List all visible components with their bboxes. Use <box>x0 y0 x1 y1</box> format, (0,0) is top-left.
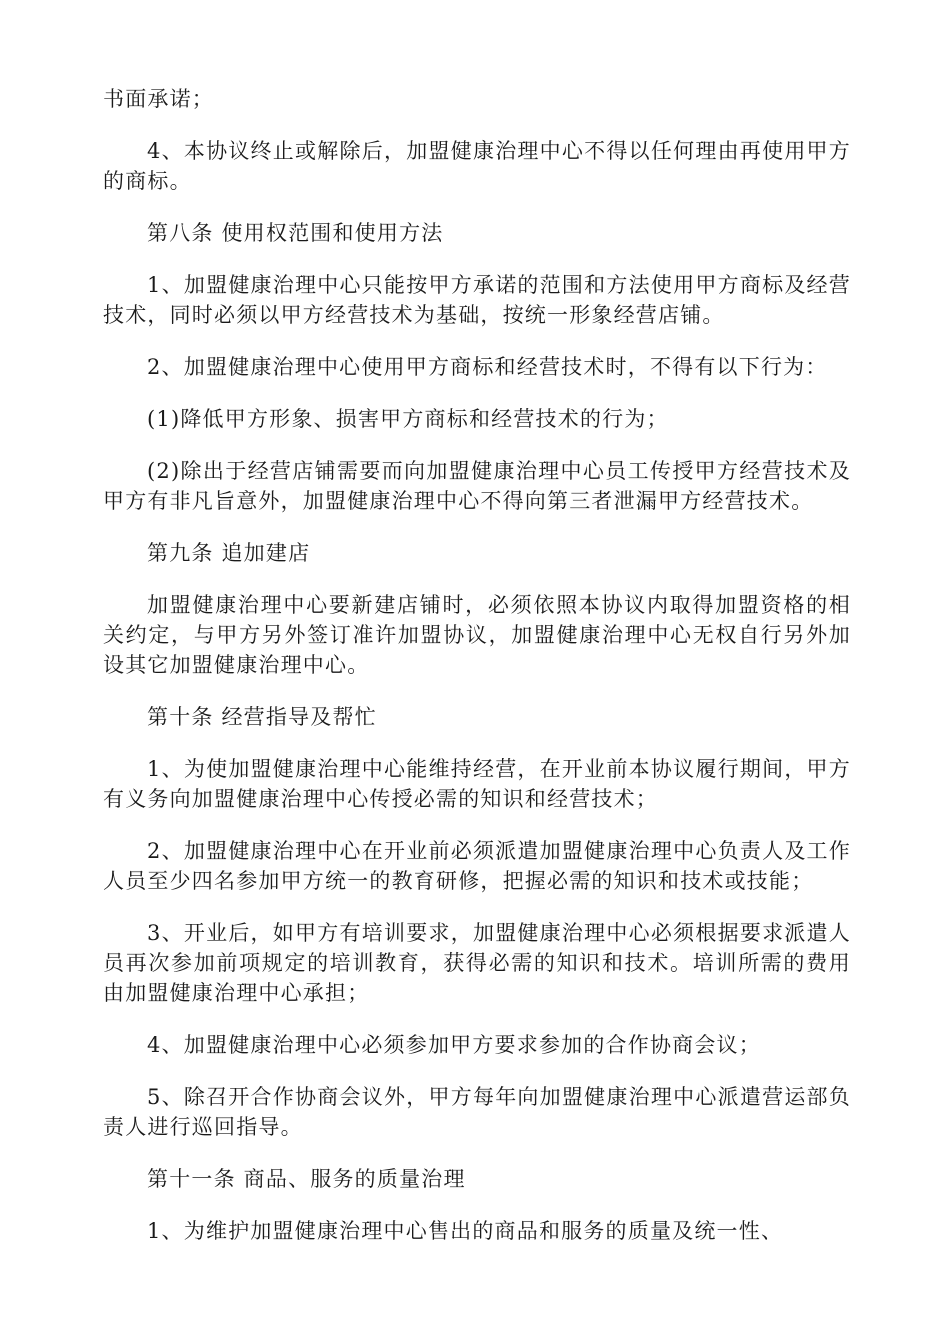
paragraph-article-8-item-1: 1、加盟健康治理中心只能按甲方承诺的范围和方法使用甲方商标及经营技术，同时必须以甲方经营技术为基础，按统一形象经营店铺。 <box>103 273 851 327</box>
paragraph-article-8-subitem-2: (2)除出于经营店铺需要而向加盟健康治理中心员工传授甲方经营技术及甲方有非凡旨意外，加盟健康治理中心不得向第三者泄漏甲方经营技术。 <box>103 459 851 513</box>
article-11-heading: 第十一条 商品、服务的质量治理 <box>147 1167 466 1191</box>
paragraph-continuation: 书面承诺； <box>103 87 214 111</box>
article-9-heading: 第九条 追加建店 <box>147 541 311 565</box>
paragraph-article-10-item-1: 1、为使加盟健康治理中心能维持经营，在开业前本协议履行期间，甲方有义务向加盟健康治理中心传授必需的知识和经营技术； <box>103 757 851 811</box>
paragraph-article-10-item-5: 5、除召开合作协商会议外，甲方每年向加盟健康治理中心派遣营运部负责人进行巡回指导。 <box>103 1085 851 1139</box>
paragraph-article-11-item-1: 1、为维护加盟健康治理中心售出的商品和服务的质量及统一性、 <box>147 1219 784 1243</box>
paragraph-article-10-item-4: 4、加盟健康治理中心必须参加甲方要求参加的合作协商会议； <box>147 1033 761 1057</box>
article-8-heading: 第八条 使用权范围和使用方法 <box>147 221 444 245</box>
paragraph-clause-4-termination: 4、本协议终止或解除后，加盟健康治理中心不得以任何理由再使用甲方的商标。 <box>103 139 851 193</box>
paragraph-article-10-item-3: 3、开业后，如甲方有培训要求，加盟健康治理中心必须根据要求派遣人员再次参加前项规定的培训教育，获得必需的知识和技术。培训所需的费用由加盟健康治理中心承担； <box>103 921 851 1005</box>
paragraph-article-10-item-2: 2、加盟健康治理中心在开业前必须派遣加盟健康治理中心负责人及工作人员至少四名参加甲方统一的教育研修，把握必需的知识和技术或技能； <box>103 839 851 893</box>
paragraph-article-9-body: 加盟健康治理中心要新建店铺时，必须依照本协议内取得加盟资格的相关约定，与甲方另外签订准许加盟协议，加盟健康治理中心无权自行另外加设其它加盟健康治理中心。 <box>103 593 851 677</box>
document-body <box>103 84 851 1268</box>
paragraph-article-8-item-2: 2、加盟健康治理中心使用甲方商标和经营技术时，不得有以下行为： <box>147 355 828 379</box>
paragraph-article-8-subitem-1: (1)降低甲方形象、损害甲方商标和经营技术的行为； <box>147 407 669 431</box>
article-10-heading: 第十条 经营指导及帮忙 <box>147 705 377 729</box>
